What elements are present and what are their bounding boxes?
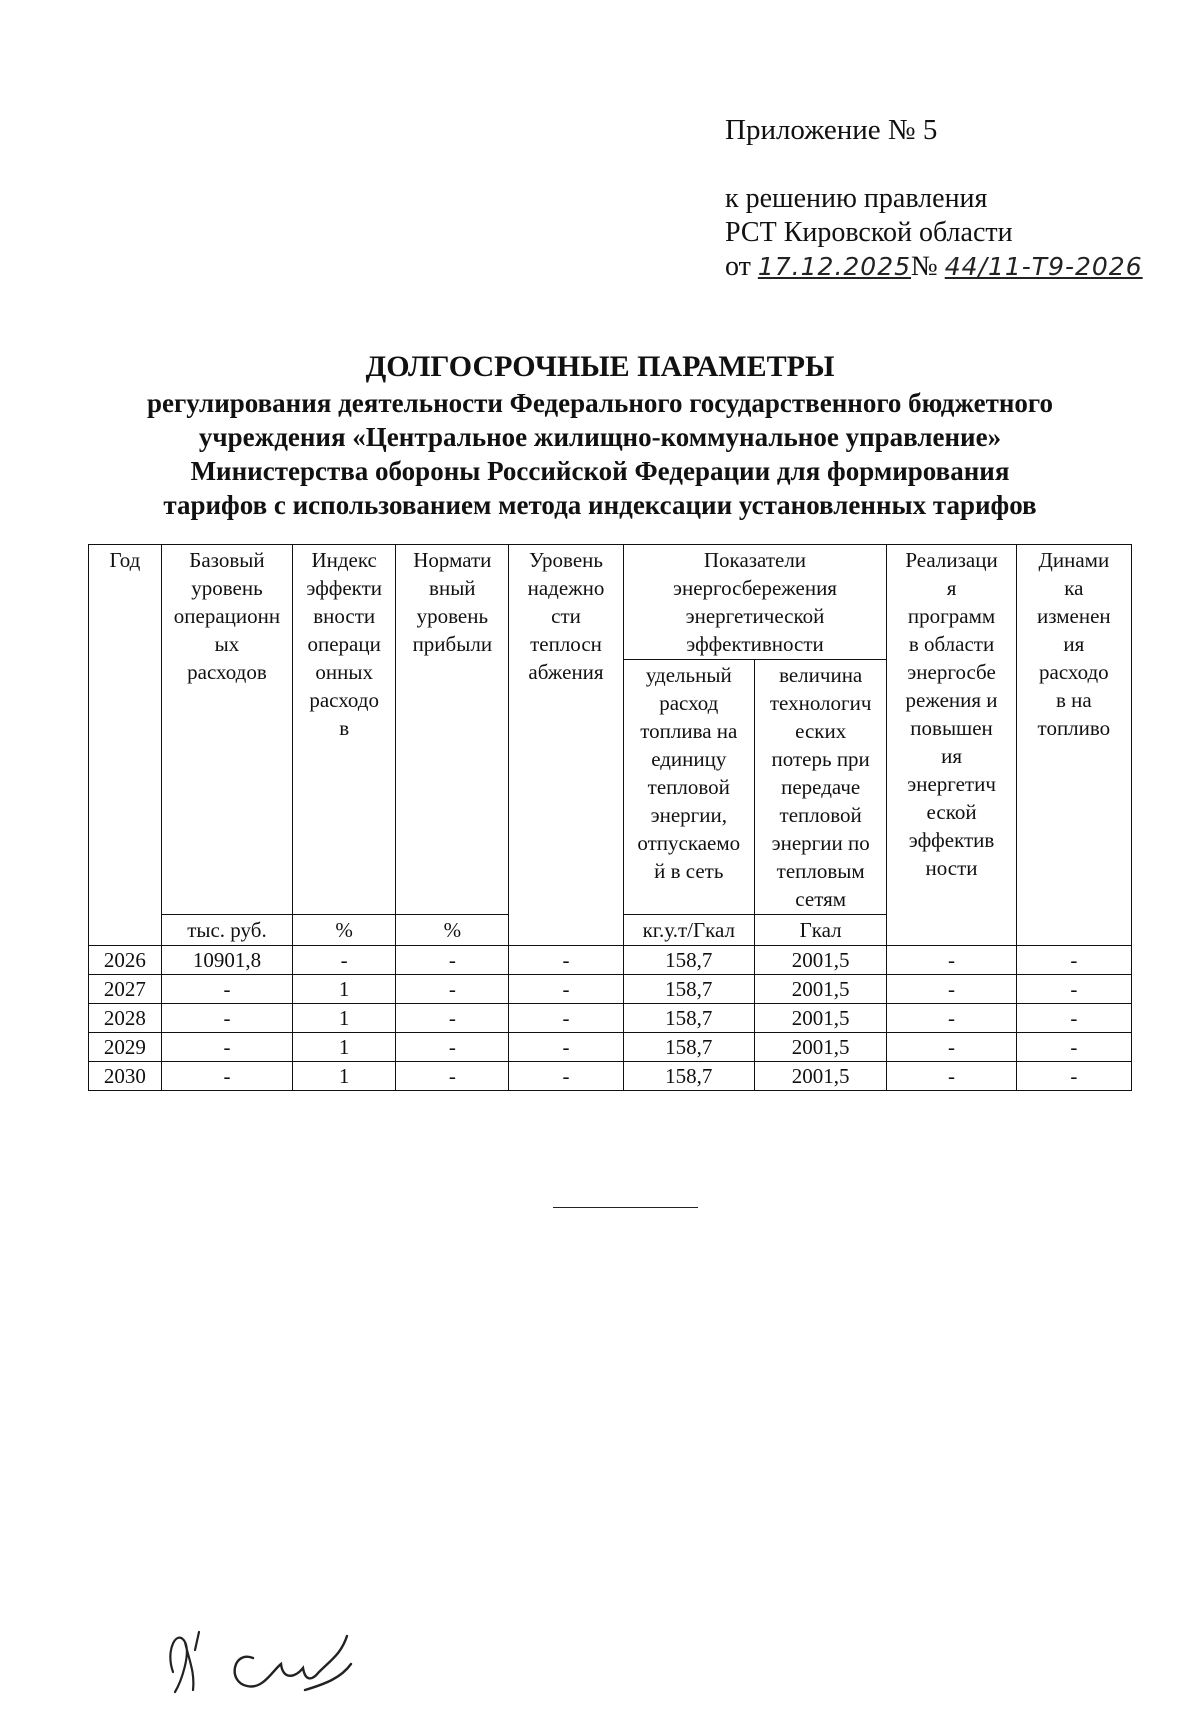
- cell-energy-program: -: [887, 1004, 1016, 1033]
- header-line: изменен: [1037, 604, 1111, 628]
- handwritten-signature: [155, 1620, 385, 1710]
- cell-base-opex: -: [161, 975, 292, 1004]
- cell-energy-program: -: [887, 1062, 1016, 1091]
- header-line: Год: [109, 548, 141, 572]
- unit-fuel-consumption: кг.у.т/Гкал: [623, 915, 754, 946]
- header-line: сетям: [795, 887, 847, 911]
- cell-efficiency-index: 1: [293, 1004, 396, 1033]
- header-line: абжения: [528, 660, 604, 684]
- cell-year: 2026: [89, 946, 162, 975]
- cell-reliability: -: [509, 1062, 623, 1091]
- header-line: эффектив: [908, 828, 995, 852]
- unit-heat-losses: Гкал: [754, 915, 886, 946]
- cell-energy-program: -: [887, 1033, 1016, 1062]
- header-line: Индекс: [311, 548, 377, 572]
- cell-efficiency-index: 1: [293, 1033, 396, 1062]
- header-fuel-dynamics: [1016, 545, 1131, 946]
- header-line: ых: [214, 632, 240, 656]
- header-line: операци: [307, 632, 381, 656]
- cell-energy-program: -: [887, 975, 1016, 1004]
- end-separator-line: [553, 1207, 698, 1208]
- header-efficiency-index: [293, 545, 396, 915]
- header-reliability: [509, 545, 623, 946]
- header-line: уровень: [416, 604, 489, 628]
- table-row: [89, 1033, 1132, 1062]
- header-line: режения и: [905, 688, 998, 712]
- cell-fuel-consumption: 158,7: [623, 975, 754, 1004]
- cell-reliability: -: [509, 1033, 623, 1062]
- header-line: энергосбережения: [672, 576, 837, 600]
- header-line: я: [946, 576, 957, 600]
- header-line: еской: [926, 800, 977, 824]
- cell-reliability: -: [509, 946, 623, 975]
- title-line-4: тарифов с использованием метода индексации установленных тарифов: [163, 490, 1037, 520]
- header-line: потерь при: [771, 747, 870, 771]
- header-line: энергетической: [685, 604, 825, 628]
- header-line: программ: [907, 604, 996, 628]
- table-row: [89, 1004, 1132, 1033]
- ref-no-sign: №: [911, 251, 938, 282]
- cell-reliability: -: [509, 1004, 623, 1033]
- header-line: расходо: [309, 688, 379, 712]
- unit-efficiency-index: %: [293, 915, 396, 946]
- cell-fuel-dynamics: -: [1016, 1062, 1131, 1091]
- header-energy-program: [887, 545, 1016, 946]
- cell-efficiency-index: 1: [293, 1062, 396, 1091]
- cell-fuel-consumption: 158,7: [623, 946, 754, 975]
- ref-line-3: [725, 250, 1143, 284]
- title-line-1: регулирования деятельности Федерального государственного бюджетного: [146, 388, 1054, 418]
- cell-heat-losses: 2001,5: [754, 1033, 886, 1062]
- cell-base-opex: -: [161, 1033, 292, 1062]
- cell-base-opex: -: [161, 1062, 292, 1091]
- header-line: энергетич: [907, 772, 996, 796]
- table-row: [89, 1062, 1132, 1091]
- header-line: в на: [1056, 688, 1092, 712]
- cell-fuel-dynamics: -: [1016, 1033, 1131, 1062]
- cell-year: 2030: [89, 1062, 162, 1091]
- header-line: энергии по: [771, 831, 870, 855]
- header-line: топливо: [1037, 716, 1111, 740]
- cell-fuel-consumption: 158,7: [623, 1004, 754, 1033]
- header-base-opex: [161, 545, 292, 915]
- header-line: тепловым: [776, 859, 865, 883]
- header-line: передаче: [781, 775, 861, 799]
- header-line: эффективности: [686, 632, 824, 656]
- document-title: [60, 348, 1140, 522]
- unit-profit-level: %: [396, 915, 509, 946]
- header-line: й в сеть: [654, 859, 724, 883]
- cell-year: 2028: [89, 1004, 162, 1033]
- cell-profit-level: -: [396, 1004, 509, 1033]
- header-line: надежно: [527, 576, 605, 600]
- parameters-table: [88, 544, 1132, 1091]
- unit-base-opex: тыс. руб.: [161, 915, 292, 946]
- cell-heat-losses: 2001,5: [754, 975, 886, 1004]
- header-line: еских: [795, 719, 847, 743]
- title-line-2: учреждения «Центральное жилищно-коммунальное управление»: [198, 422, 1002, 452]
- cell-fuel-dynamics: -: [1016, 1004, 1131, 1033]
- cell-fuel-dynamics: -: [1016, 946, 1131, 975]
- header-line: Показатели: [703, 548, 807, 572]
- header-line: расходо: [1039, 660, 1109, 684]
- header-line: топлива на: [640, 719, 738, 743]
- header-line: единицу: [651, 747, 727, 771]
- header-line: Уровень: [529, 548, 603, 572]
- cell-profit-level: -: [396, 975, 509, 1004]
- header-line: вности: [313, 604, 376, 628]
- header-line: ка: [1064, 576, 1084, 600]
- header-line: Реализаци: [905, 548, 998, 572]
- cell-fuel-dynamics: -: [1016, 975, 1131, 1004]
- header-fuel-consumption: [623, 660, 754, 915]
- header-line: тепловой: [647, 775, 730, 799]
- decision-reference: [725, 182, 1143, 284]
- cell-profit-level: -: [396, 1033, 509, 1062]
- header-line: в: [339, 716, 350, 740]
- cell-fuel-consumption: 158,7: [623, 1062, 754, 1091]
- table-row: [89, 946, 1132, 975]
- header-energy-indicators: [623, 545, 887, 660]
- cell-base-opex: 10901,8: [161, 946, 292, 975]
- ref-date: 17.12.2025: [757, 252, 912, 281]
- cell-reliability: -: [509, 975, 623, 1004]
- header-line: энергосбе: [907, 660, 996, 684]
- cell-efficiency-index: 1: [293, 975, 396, 1004]
- header-line: эффекти: [306, 576, 382, 600]
- header-line: уровень: [191, 576, 263, 600]
- header-line: энергии,: [650, 803, 727, 827]
- header-profit-level: [396, 545, 509, 915]
- header-line: сти: [551, 604, 581, 628]
- header-line: Динами: [1038, 548, 1110, 572]
- appendix-label: Приложение № 5: [725, 114, 938, 146]
- header-line: повышен: [910, 716, 993, 740]
- ref-line-1: к решению правления: [725, 183, 988, 214]
- header-line: ия: [1063, 632, 1085, 656]
- header-line: операционн: [173, 604, 281, 628]
- header-line: величина: [779, 663, 863, 687]
- header-line: Базовый: [189, 548, 265, 572]
- header-line: ия: [941, 744, 962, 768]
- header-line: прибыли: [412, 632, 493, 656]
- cell-heat-losses: 2001,5: [754, 946, 886, 975]
- header-heat-losses: [754, 660, 886, 915]
- ref-line-2: РСТ Кировской области: [725, 217, 1013, 248]
- header-line: технологич: [769, 691, 872, 715]
- header-line: в области: [908, 632, 995, 656]
- cell-year: 2027: [89, 975, 162, 1004]
- cell-base-opex: -: [161, 1004, 292, 1033]
- header-line: отпускаемо: [637, 831, 741, 855]
- title-line-3: Министерства обороны Российской Федерации для формирования: [190, 456, 1010, 486]
- header-row-1: [89, 545, 1132, 660]
- header-line: теплосн: [530, 632, 602, 656]
- cell-heat-losses: 2001,5: [754, 1062, 886, 1091]
- cell-heat-losses: 2001,5: [754, 1004, 886, 1033]
- cell-year: 2029: [89, 1033, 162, 1062]
- header-line: расход: [659, 691, 719, 715]
- cell-fuel-consumption: 158,7: [623, 1033, 754, 1062]
- header-line: вный: [429, 576, 476, 600]
- cell-energy-program: -: [887, 946, 1016, 975]
- header-year: [89, 545, 162, 946]
- header-line: Нормати: [413, 548, 492, 572]
- header-line: онных: [315, 660, 373, 684]
- cell-profit-level: -: [396, 946, 509, 975]
- header-line: удельный: [645, 663, 732, 687]
- ref-from: от: [725, 251, 751, 282]
- cell-efficiency-index: -: [293, 946, 396, 975]
- header-line: тепловой: [779, 803, 862, 827]
- header-line: ности: [925, 856, 978, 880]
- ref-number: 44/11-Т9-2026: [944, 252, 1143, 281]
- header-line: расходов: [187, 660, 267, 684]
- table-row: [89, 975, 1132, 1004]
- title-main: ДОЛГОСРОЧНЫЕ ПАРАМЕТРЫ: [365, 350, 835, 383]
- cell-profit-level: -: [396, 1062, 509, 1091]
